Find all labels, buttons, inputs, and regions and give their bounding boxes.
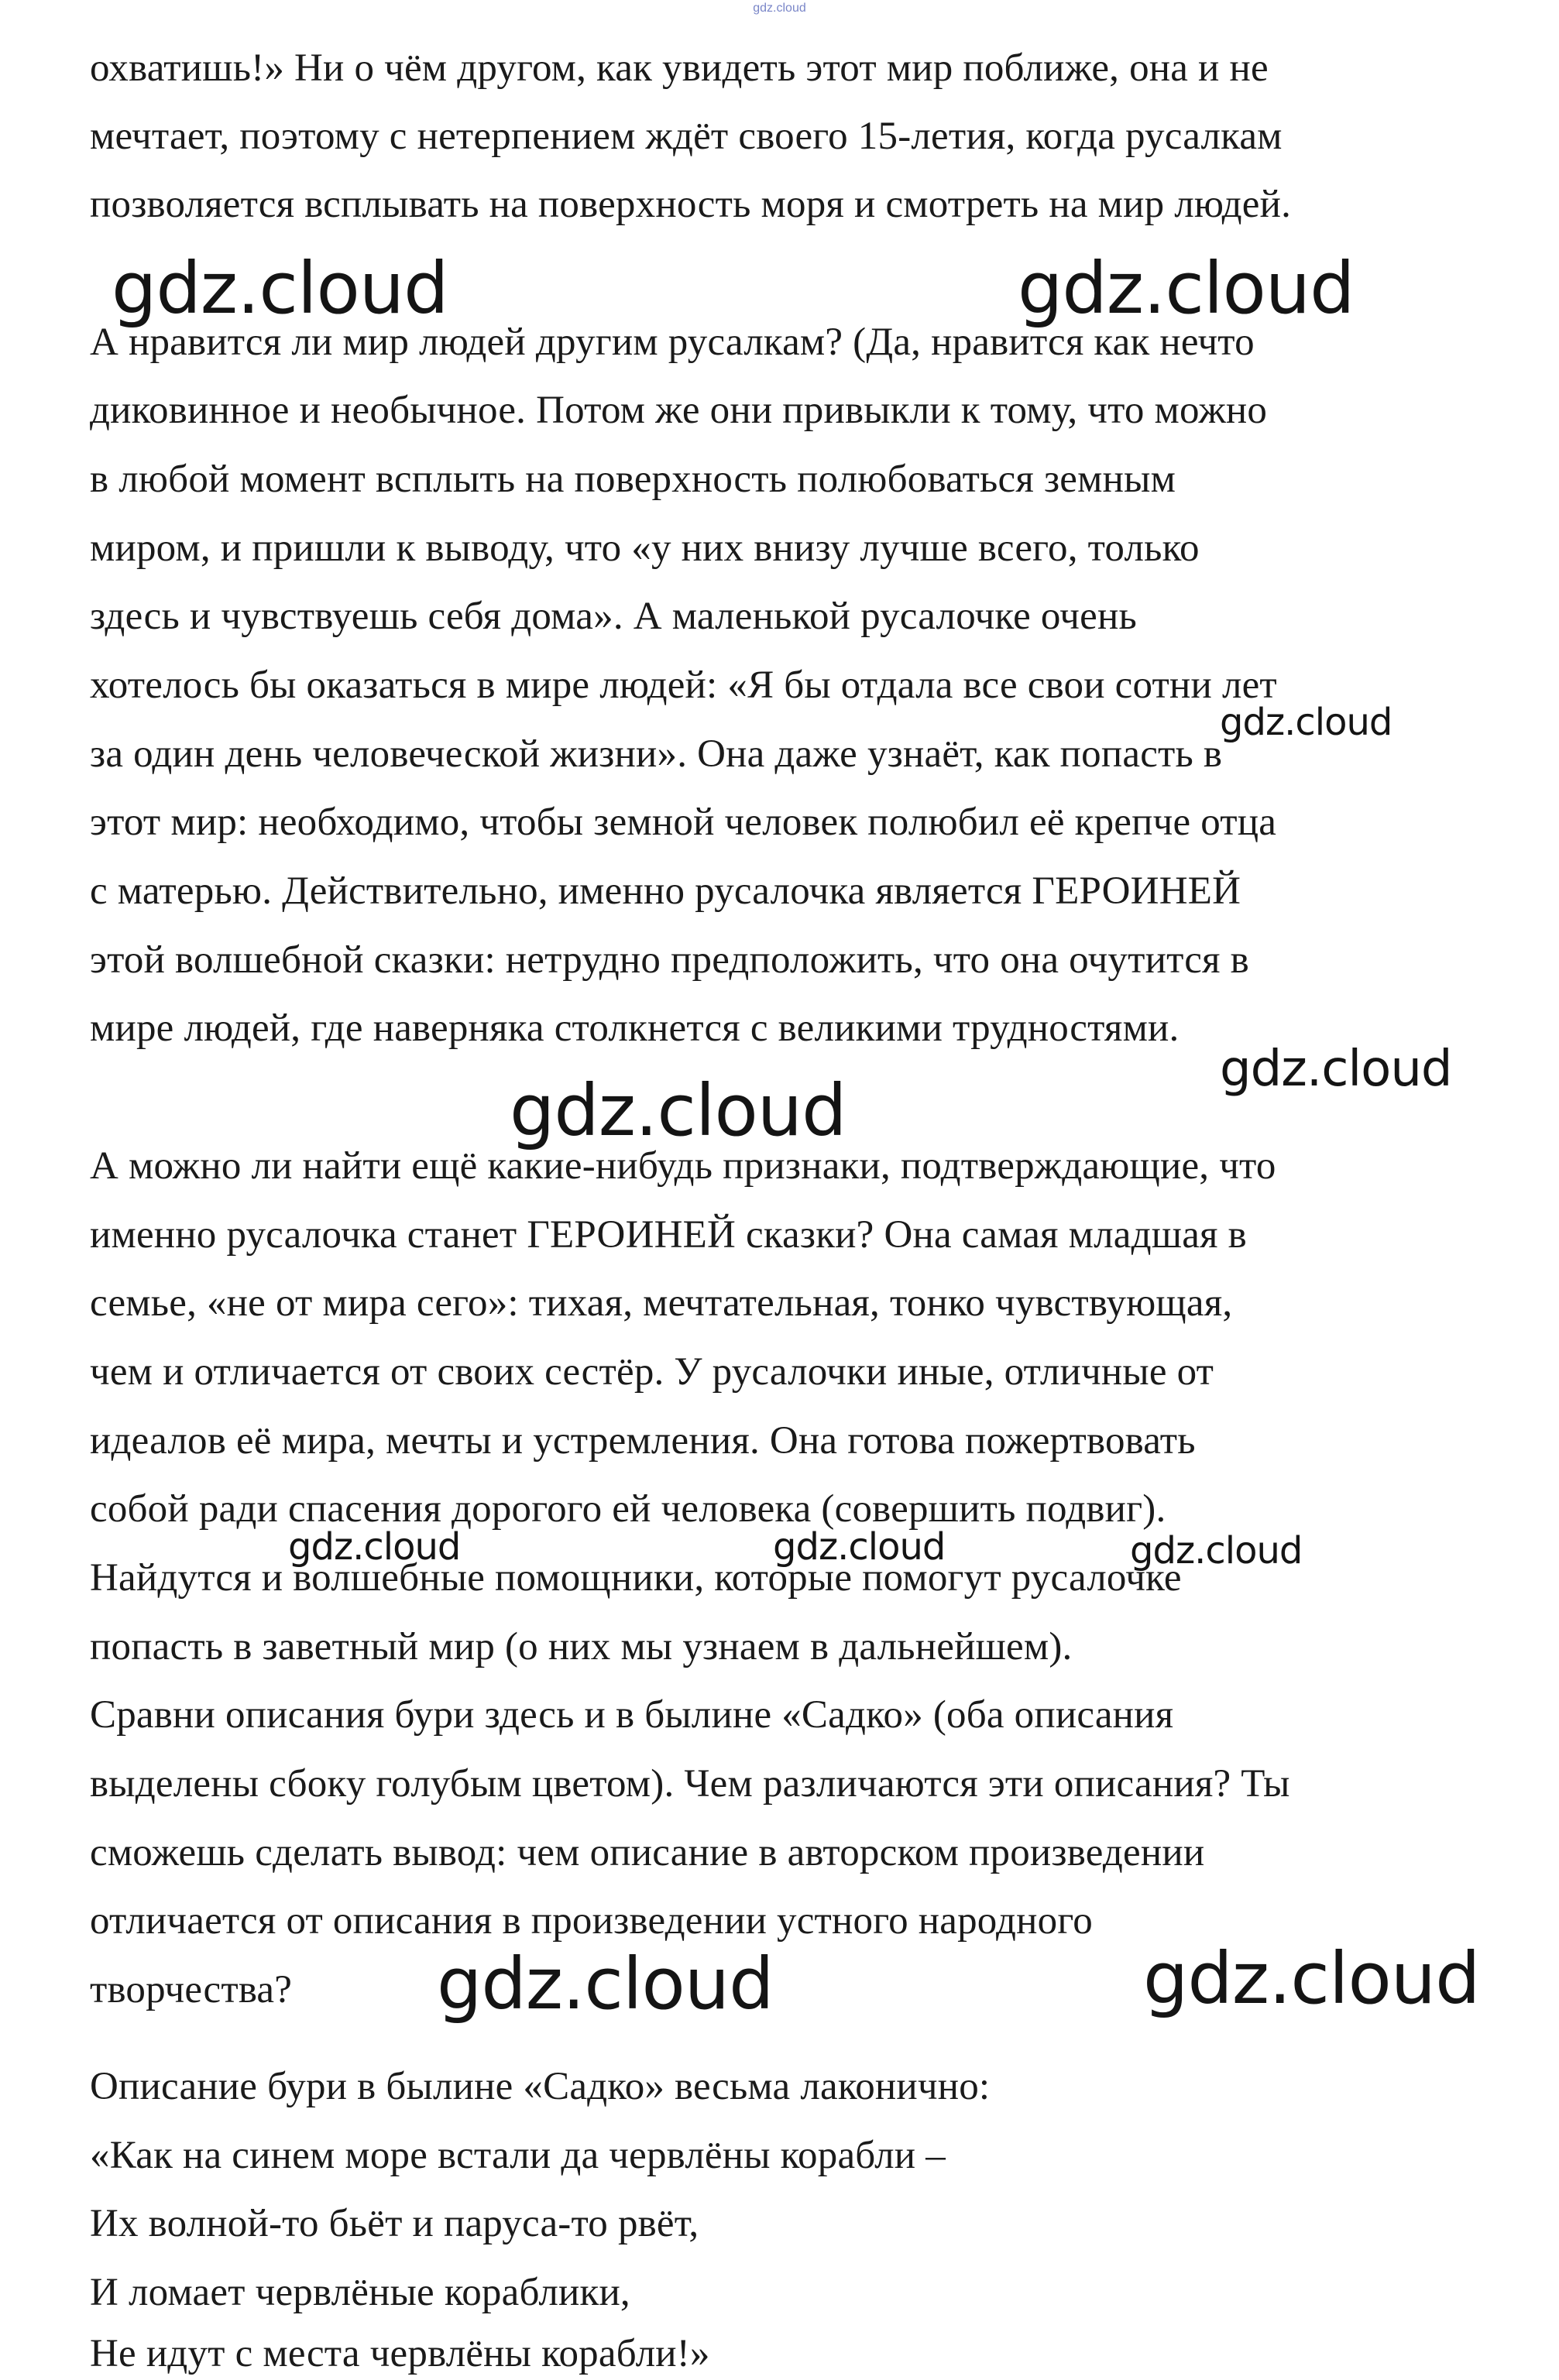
text-line: мире людей, где наверняка столкнется с великими трудностями. bbox=[90, 1007, 1180, 1050]
watermark: gdz.cloud bbox=[1130, 1529, 1303, 1572]
text-line: с матерью. Действительно, именно русалочка является ГЕРОИНЕЙ bbox=[90, 869, 1241, 913]
text-line: в любой момент всплыть на поверхность полюбоваться земным bbox=[90, 458, 1176, 501]
text-line: здесь и чувствуешь себя дома». А маленькой русалочке очень bbox=[90, 595, 1137, 638]
text-line: мечтает, поэтому с нетерпением ждёт своего 15-летия, когда русалкам bbox=[90, 115, 1283, 158]
watermark: gdz.cloud bbox=[112, 247, 448, 330]
text-line: чем и отличается от своих сестёр. У русалочки иные, отличные от bbox=[90, 1350, 1214, 1394]
text-line: И ломает червлёные кораблики, bbox=[90, 2271, 630, 2314]
text-line: позволяется всплывать на поверхность моря и смотреть на мир людей. bbox=[90, 183, 1292, 226]
text-line: Сравни описания бури здесь и в былине «Садко» (оба описания bbox=[90, 1693, 1174, 1737]
text-line: отличается от описания в произведении устного народного bbox=[90, 1899, 1093, 1943]
text-line: выделены сбоку голубым цветом). Чем различаются эти описания? Ты bbox=[90, 1762, 1290, 1806]
text-line: собой ради спасения дорогого ей человека (совершить подвиг). bbox=[90, 1487, 1166, 1531]
top-watermark: gdz.cloud bbox=[753, 2, 806, 15]
text-line: этой волшебной сказки: нетрудно предположить, что она очутится в bbox=[90, 938, 1249, 982]
text-line: «Как на синем море встали да червлёны корабли – bbox=[90, 2134, 946, 2177]
text-line: этот мир: необходимо, чтобы земной человек полюбил её крепче отца bbox=[90, 801, 1277, 844]
text-line: семье, «не от мира сего»: тихая, мечтательная, тонко чувствующая, bbox=[90, 1281, 1233, 1325]
watermark: gdz.cloud bbox=[288, 1525, 461, 1569]
text-line: Не идут с места червлёны корабли!» bbox=[90, 2332, 710, 2375]
watermark: gdz.cloud bbox=[1143, 1937, 1480, 2020]
watermark: gdz.cloud bbox=[1220, 701, 1392, 744]
text-line: А нравится ли мир людей другим русалкам? (Да, нравится как нечто bbox=[90, 321, 1255, 364]
text-line: хотелось бы оказаться в мире людей: «Я бы отдала все свои сотни лет bbox=[90, 664, 1277, 707]
text-line: А можно ли найти ещё какие-нибудь признаки, подтверждающие, что bbox=[90, 1144, 1276, 1188]
watermark: gdz.cloud bbox=[773, 1525, 946, 1569]
text-line: за один день человеческой жизни». Она даже узнаёт, как попасть в bbox=[90, 732, 1223, 776]
watermark: gdz.cloud bbox=[1220, 1041, 1452, 1098]
text-line: охватишь!» Ни о чём другом, как увидеть этот мир поближе, она и не bbox=[90, 46, 1269, 90]
text-line: Описание бури в былине «Садко» весьма лаконично: bbox=[90, 2065, 991, 2108]
watermark: gdz.cloud bbox=[510, 1069, 846, 1152]
text-line: творчества? bbox=[90, 1968, 293, 2011]
text-line: диковинное и необычное. Потом же они привыкли к тому, что можно bbox=[90, 389, 1268, 432]
text-line: миром, и пришли к выводу, что «у них внизу лучше всего, только bbox=[90, 526, 1200, 570]
watermark: gdz.cloud bbox=[1018, 247, 1355, 330]
watermark: gdz.cloud bbox=[437, 1943, 774, 2025]
text-line: идеалов её мира, мечты и устремления. Она готова пожертвовать bbox=[90, 1419, 1196, 1463]
text-line: Их волной-то бьёт и паруса-то рвёт, bbox=[90, 2202, 699, 2245]
text-line: сможешь сделать вывод: чем описание в авторском произведении bbox=[90, 1831, 1205, 1874]
text-line: именно русалочка станет ГЕРОИНЕЙ сказки? Она самая младшая в bbox=[90, 1213, 1247, 1257]
text-line: Найдутся и волшебные помощники, которые помогут русалочке bbox=[90, 1556, 1182, 1600]
text-line: попасть в заветный мир (о них мы узнаем в дальнейшем). bbox=[90, 1625, 1073, 1668]
